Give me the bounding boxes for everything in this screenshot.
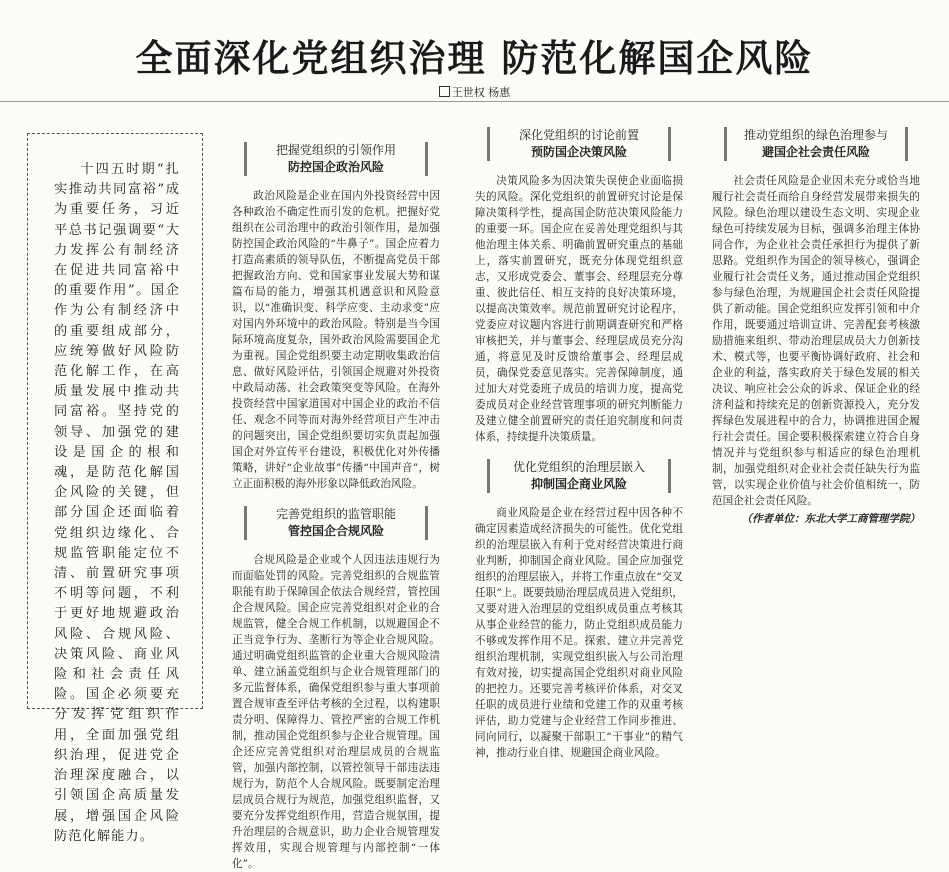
section-heading-line2: 管控国企合规风险 [287, 524, 384, 538]
section-body: 决策风险多为因决策失误使企业面临损失的风险。深化党组织的前置研究讨论是保障决策科学性，提高国企防范决策风险能力的重要一环。国企应在妥善处理党组织与其他治理主体关系、明确前置研究重点的基础上，落实前置研究，既充分体现党组织意志，又形成党委会、董事会、经理层充分尊重、彼此信任、相互支持的良好决策环境，以提高决策效率。规范前置研究讨论程序，党委应对议题内容进行前期调查研究和严格审核把关，并与董事会、经理层成员充分沟通，将意见及时反馈给董事会、经理层成员，确保党委意见落实。完善保障制度，通过加大对党委班子成员的培训力度，提高党委成员对企业经营管理事项的研究判断能力及建立健全前置研究的责任追究制度和问责体系，持续提升决策质量。 [475, 175, 683, 443]
section-heading-line1: 深化党组织的讨论前置 [518, 128, 639, 142]
section-heading [712, 125, 920, 163]
section-heading [475, 125, 683, 163]
byline [0, 84, 949, 100]
author-affiliation: （作者单位：东北大学工商管理学院） [741, 513, 920, 525]
section-heading-line2: 避国企社会责任风险 [761, 145, 870, 159]
section-body: 商业风险是企业在经营过程中因各种不确定因素造成经济损失的可能性。优化党组织的治理层嵌入有利于党对经营决策进行商业判断，抑制国企商业风险。国企应加强党组织的治理层嵌入，并将工作重点放在“交叉任职”上。既要鼓励治理层成员进入党组织，又要对进入治理层的党组织成员重点考核其从事企业经营的能力，防止党组织成员能力不够或发挥作用不足。探索、建立并完善党组织治理机制，实现党组织嵌入与公司治理有效对接，切实提高国企党组织对商业风险的把控力。还要完善考核评价体系，对交叉任职的成员进行业绩和党建工作的双重考核评估，助力党建与企业经营工作同步推进、同向同行，以凝聚干部职工“干事业”的精气神，推动行业自律、规避国企商业风险。 [475, 507, 683, 759]
section-heading-line2: 防控国企政治风险 [287, 160, 384, 174]
section-heading-line1: 把握党组织的引领作用 [275, 143, 396, 157]
column-3 [712, 125, 920, 725]
section-heading-line2: 抑制国企商业风险 [530, 477, 627, 491]
author-marker-icon [439, 86, 450, 97]
article-title: 全面深化党组织治理 防范化解国企风险 [135, 37, 814, 80]
section-heading [232, 140, 440, 178]
section-heading-line1: 推动党组织的绿色治理参与 [743, 128, 888, 142]
section-heading-line1: 完善党组织的监管职能 [275, 507, 396, 521]
column-1 [232, 140, 440, 870]
column-2 [475, 125, 683, 759]
abstract-box [27, 133, 203, 844]
section-heading-line1: 优化党组织的治理层嵌入 [512, 460, 645, 474]
section-heading-line2: 预防国企决策风险 [530, 145, 627, 159]
section-body: 政治风险是企业在国内外投资经营中因各种政治不确定性而引发的危机。把握好党组织在公司治理中的政治引领作用，是加强防控国企政治风险的“牛鼻子”。国企应着力打造高素质的领导队伍，不断提高党员干部把握政治方向、党和国家事业发展大势和谋篇布局的能力，增强其机遇意识和风险意识，以“准确识变、科学应变、主动求变”应对国内外环境中的政治风险。特别是当今国际环境高度复杂，国外政治风险需要国企尤为重视。国企党组织要主动定期收集政治信息、做好风险评估，引领国企规避对外投资中政局动荡、社会政策突变等风险。在海外投资经营中国家道国对中国企业的政治不信任、观念不同等而对海外经营项目产生冲击的问题突出，国企党组织要切实负责起加强国企对外宣传平台建设，积极优化对外传播策略，讲好“企业故事”传播“中国声音”，树立正面积极的海外形象以降低政治风险。 [232, 190, 440, 490]
title-divider [0, 101, 949, 102]
section-body: 合规风险是企业或个人因违法违规行为而面临处罚的风险。完善党组织的合规监管职能有助于保障国企依法合规经营，管控国企合规风险。国企应完善党组织对企业的合规监管，健全合规工作机制，以规避国企不正当竞争行为、垄断行为等企业合规风险。通过明确党组织监管的企业重大合规风险清单、建立涵盖党组织与企业合规管理部门的多元监督体系，确保党组织参与重大事项前置合规审查至评估考核的全过程，以构建职责分明、保障得力、管控严密的合规工作机制，推动国企党组织参与企业合规管理。国企还应完善党组织对治理层成员的合规监管，加强内部控制，以管控领导干部违法违规行为，防范个人合规风险。既要制定治理层成员合规行为规范，加强党组织监督，又要充分发挥党组织作用，营造合规氛围，提升治理层的合规意识，助力企业合规管理发挥效用，实现合规管理与内部控制“一体化”。 [232, 554, 440, 870]
authors: 王世权 杨惠 [451, 86, 511, 99]
section-body: 社会责任风险是企业因未充分或恰当地履行社会责任而给自身经营发展带来损失的风险。绿色治理以建设生态文明、实现企业绿色可持续发展为目标，强调多治理主体协同合作，为企业社会责任承担行为提供了新思路。党组织作为国企的领导核心，强调企业履行社会责任义务，通过推动国企党组织参与绿色治理，为规避国企社会责任风险提供了新动能。国企党组织应发挥引领和中介作用，既要通过培训宣讲、完善配套考核激励措施来组织、带动治理层成员大力创新技术、模式等，也要平衡协调好政府、社会和企业的利益，落实政府关于绿色发展的相关决议、响应社会公众的诉求、保证企业的经济利益和持续充足的创新资源投入，充分发挥绿色发展进程中的合力，协调推进国企履行社会责任。国企要积极探索建立符合自身情况并与党组织参与相适应的绿色治理机制，加强党组织对企业社会责任缺失行为监管，以实现企业价值与社会价值相统一，防范国企社会责任风险。 [712, 175, 920, 507]
abstract-text: 十四五时期“扎实推动共同富裕”成为重要任务，习近平总书记强调要“大力发挥公有制经济在促进共同富裕中的重要作用”。国企作为公有制经济中的重要组成部分，应统筹做好风险防范化解工作，在高质量发展中推动共同富裕。坚持党的领导、加强党的建设是国企的根和魂，是防范化解国企风险的关键，但部分国企还面临着党组织边缘化、合规监管职能定位不清、前置研究事项不明等问题，不利于更好地规避政治风险、合规风险、决策风险、商业风险和社会责任风险。国企必须要充分发挥党组织作用，全面加强党组织治理，促进党企治理深度融合，以引领国企高质量发展，增强国企风险防范化解能力。 [54, 162, 180, 844]
section-heading [232, 504, 440, 542]
section-heading [475, 457, 683, 495]
